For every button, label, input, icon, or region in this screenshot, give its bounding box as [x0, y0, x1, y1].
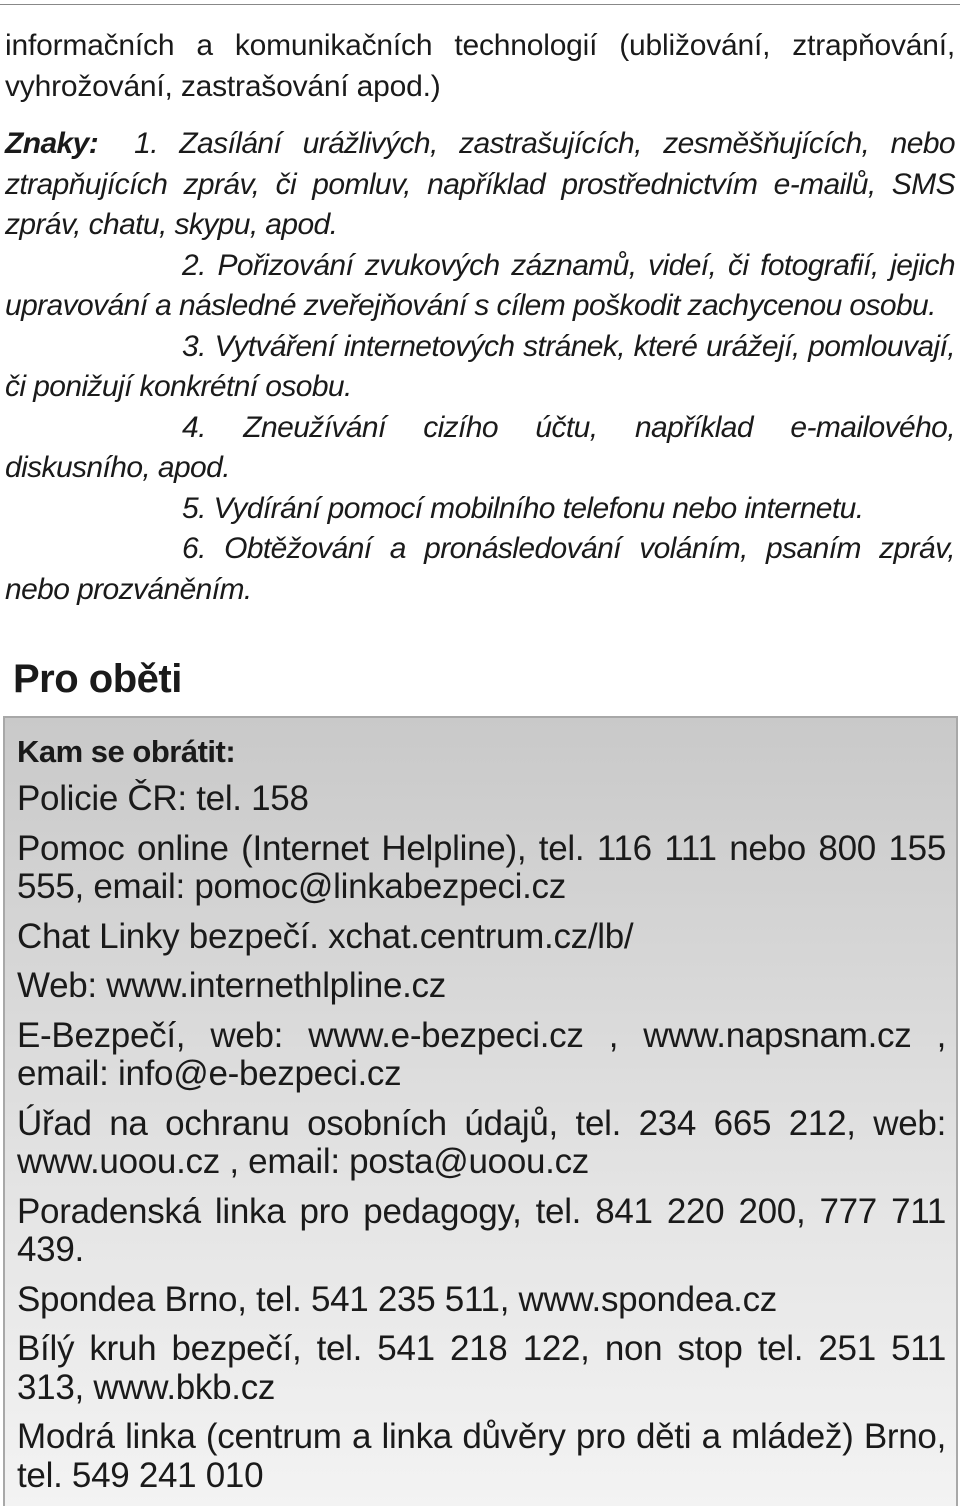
- sign-item-3: 3. Vytváření internetových stránek, které urážejí, pomlouvají, či ponižují konkrétní osobu.: [5, 329, 955, 403]
- contact-web: Web: www.internethlpline.cz: [17, 966, 446, 1005]
- contact-pedagogy-line: Poradenská linka pro pedagogy, tel. 841 220 200, 777 711 439.: [17, 1191, 946, 1269]
- top-divider: [0, 4, 960, 5]
- contacts-box: [3, 716, 958, 1506]
- sign-item-4: 4. Zneužívání cizího účtu, například e-mailového, diskusního, apod.: [5, 410, 955, 484]
- intro-text: informačních a komunikačních technologií (ubližování, ztrapňování, vyhrožování, zastrašování apod.): [5, 29, 955, 103]
- sign-item-5: 5. Vydírání pomocí mobilního telefonu nebo internetu.: [182, 491, 864, 525]
- contact-pomoc-online: Pomoc online (Internet Helpline), tel. 116 111 nebo 800 155 555, email: pomoc@linkabezpeci.cz: [17, 828, 946, 906]
- sign-item-2: 2. Pořizování zvukových záznamů, videí, či fotografií, jejich upravování a následné zveřejňování s cílem poškodit zachycenou osobu.: [5, 248, 955, 322]
- contact-spondea: Spondea Brno, tel. 541 235 511, www.spondea.cz: [17, 1279, 777, 1319]
- contact-bily-kruh: Bílý kruh bezpečí, tel. 541 218 122, non stop tel. 251 511 313, www.bkb.cz: [17, 1329, 946, 1407]
- sign-item-1-text: 1. Zasílání urážlivých, zastrašujících, zesměšňujících, nebo ztrapňujících zpráv, či pomluv, například prostřednictvím e-mailů, SMS zpráv, chatu, skypu, apod.: [5, 127, 955, 241]
- contacts-heading: Kam se obrátit:: [17, 734, 236, 769]
- section-title-victims: Pro oběti: [13, 657, 182, 701]
- contact-police: Policie ČR: tel. 158: [17, 779, 309, 818]
- signs-label: Znaky:: [5, 127, 99, 160]
- contact-modra-linka: Modrá linka (centrum a linka důvěry pro děti a mládež) Brno, tel. 549 241 010: [17, 1417, 946, 1495]
- contact-chat: Chat Linky bezpečí. xchat.centrum.cz/lb/: [17, 916, 634, 956]
- contact-uoou: Úřad na ochranu osobních údajů, tel. 234 665 212, web: www.uoou.cz , email: posta@uoou.cz: [17, 1103, 946, 1181]
- intro-paragraph: [5, 26, 955, 107]
- contact-e-bezpeci: E-Bezpečí, web: www.e-bezpeci.cz , www.napsnam.cz , email: info@e-bezpeci.cz: [17, 1015, 946, 1093]
- signs-list: [5, 124, 955, 610]
- sign-item-1: [5, 124, 955, 246]
- sign-item-6: 6. Obtěžování a pronásledování voláním, psaním zpráv, nebo prozváněním.: [5, 532, 955, 606]
